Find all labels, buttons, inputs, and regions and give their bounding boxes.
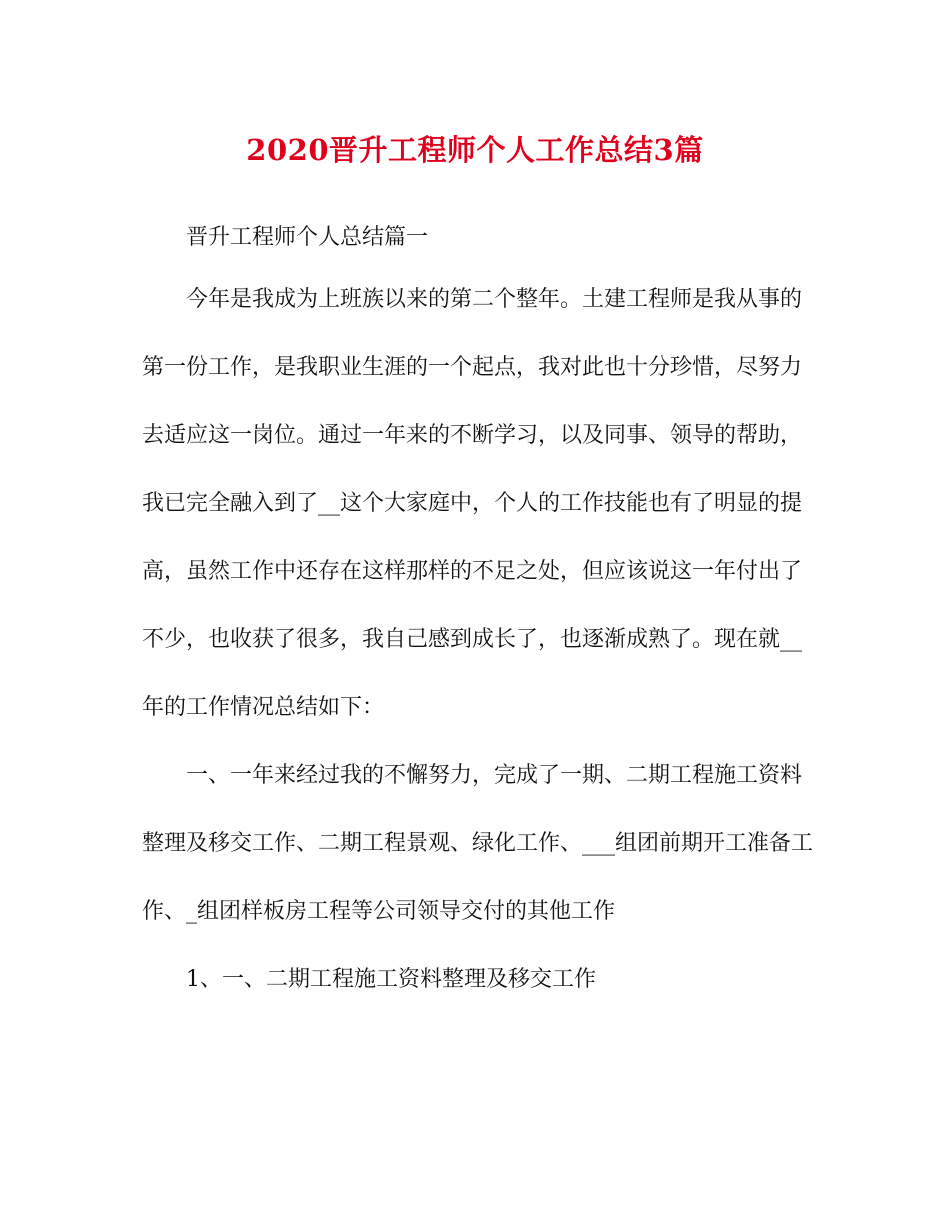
- paragraph-line: 高，虽然工作中还存在这样那样的不足之处，但应该说这一年付出了: [142, 559, 803, 584]
- list-item: 1、一、二期工程施工资料整理及移交工作: [186, 967, 596, 992]
- paragraph-line: 作、_组团样板房工程等公司领导交付的其他工作: [142, 899, 616, 924]
- paragraph-line: 整理及移交工作、二期工程景观、绿化工作、___组团前期开工准备工: [142, 831, 814, 856]
- paragraph-line: 我已完全融入到了__这个大家庭中，个人的工作技能也有了明显的提: [142, 491, 803, 516]
- paragraph-line: 一、一年来经过我的不懈努力，完成了一期、二期工程施工资料: [186, 763, 803, 788]
- paragraph-line: 第一份工作，是我职业生涯的一个起点，我对此也十分珍惜，尽努力: [142, 355, 803, 380]
- paragraph-line: 不少，也收获了很多，我自己感到成长了，也逐渐成熟了。现在就__: [142, 627, 803, 652]
- paragraph-line: 今年是我成为上班族以来的第二个整年。土建工程师是我从事的: [186, 287, 803, 312]
- paragraph-line: 去适应这一岗位。通过一年来的不断学习，以及同事、领导的帮助，: [142, 423, 803, 448]
- paragraph-line: 年的工作情况总结如下：: [142, 695, 385, 720]
- section-heading: 晋升工程师个人总结篇一: [186, 225, 429, 250]
- document-title: 2020晋升工程师个人工作总结3篇: [246, 133, 704, 167]
